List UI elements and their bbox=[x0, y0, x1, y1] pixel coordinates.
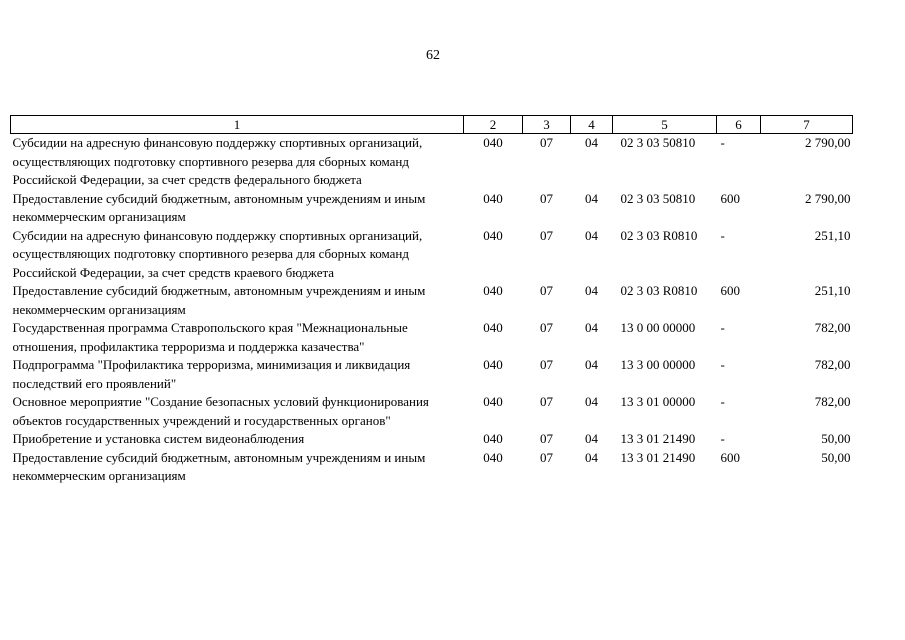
item-name: Субсидии на адресную финансовую поддержку спортивных организаций, осуществляющих подготовку спортивного резерва для сборных команд Российской Федерации, за счет средств краевого бюджета bbox=[12, 227, 423, 280]
target-article-code: 13 3 01 21490 bbox=[620, 431, 696, 446]
column-header: 4 bbox=[571, 116, 613, 134]
expense-type-code: - bbox=[720, 431, 725, 446]
expense-type-code: 600 bbox=[720, 449, 740, 465]
item-name: Предоставление субсидий бюджетным, автономным учреждениям и иным некоммерческим организациям bbox=[12, 190, 426, 224]
column-header: 6 bbox=[717, 116, 761, 134]
ministry-code: 040 bbox=[483, 227, 503, 243]
item-name: Предоставление субсидий бюджетным, автономным учреждениям и иным некоммерческим организациям bbox=[12, 283, 426, 317]
table-row bbox=[11, 449, 853, 486]
expense-type-code: - bbox=[720, 320, 725, 335]
amount: 2 790,00 bbox=[805, 135, 851, 150]
section-code: 07 bbox=[540, 357, 553, 372]
amount: 782,00 bbox=[814, 320, 851, 335]
ministry-code: 040 bbox=[483, 320, 503, 335]
page-number: 62 bbox=[426, 48, 440, 63]
target-article-code: 13 3 01 21490 bbox=[620, 449, 696, 465]
subsection-code: 04 bbox=[585, 431, 598, 446]
target-article-code: 02 3 03 R0810 bbox=[620, 283, 698, 298]
target-article-code: 13 3 01 00000 bbox=[620, 394, 696, 409]
section-code: 07 bbox=[540, 431, 553, 446]
subsection-code: 04 bbox=[585, 394, 598, 409]
subsection-code: 04 bbox=[585, 320, 598, 335]
column-header: 3 bbox=[523, 116, 571, 134]
section-code: 07 bbox=[540, 394, 553, 409]
expense-type-code: 600 bbox=[720, 283, 740, 298]
section-code: 07 bbox=[540, 227, 553, 243]
subsection-code: 04 bbox=[585, 449, 598, 465]
amount: 782,00 bbox=[814, 394, 851, 409]
table-row bbox=[11, 356, 853, 393]
item-name: Основное мероприятие "Создание безопасных условий функционирования объектов государственных учреждений и государственных органов" bbox=[12, 394, 429, 428]
expense-type-code: - bbox=[720, 357, 725, 372]
target-article-code: 02 3 03 50810 bbox=[620, 190, 696, 206]
ministry-code: 040 bbox=[483, 283, 503, 298]
section-code: 07 bbox=[540, 283, 553, 298]
subsection-code: 04 bbox=[585, 135, 598, 150]
ministry-code: 040 bbox=[483, 357, 503, 372]
expense-type-code: - bbox=[720, 135, 725, 150]
item-name: Подпрограмма "Профилактика терроризма, минимизация и ликвидация последствий его проявлений" bbox=[12, 357, 411, 391]
table-row bbox=[11, 393, 853, 430]
table-row bbox=[11, 319, 853, 356]
target-article-code: 13 0 00 00000 bbox=[620, 320, 696, 335]
ministry-code: 040 bbox=[483, 449, 503, 465]
section-code: 07 bbox=[540, 135, 553, 150]
target-article-code: 02 3 03 R0810 bbox=[620, 227, 698, 243]
column-header: 5 bbox=[613, 116, 717, 134]
table-row bbox=[11, 430, 853, 449]
budget-table bbox=[10, 115, 853, 486]
section-code: 07 bbox=[540, 190, 553, 206]
item-name: Приобретение и установка систем видеонаблюдения bbox=[12, 431, 305, 446]
amount: 50,00 bbox=[821, 431, 851, 446]
item-name: Субсидии на адресную финансовую поддержку спортивных организаций, осуществляющих подготовку спортивного резерва для сборных команд Российской Федерации, за счет средств федерального бюджета bbox=[12, 135, 423, 187]
ministry-code: 040 bbox=[483, 135, 503, 150]
column-header: 2 bbox=[464, 116, 523, 134]
column-header: 1 bbox=[11, 116, 464, 134]
target-article-code: 02 3 03 50810 bbox=[620, 135, 696, 150]
ministry-code: 040 bbox=[483, 190, 503, 206]
subsection-code: 04 bbox=[585, 283, 598, 298]
table-row bbox=[11, 282, 853, 319]
column-header: 7 bbox=[761, 116, 853, 134]
amount: 251,10 bbox=[814, 227, 851, 243]
item-name: Предоставление субсидий бюджетным, автономным учреждениям и иным некоммерческим организациям bbox=[12, 449, 426, 483]
table-row bbox=[11, 227, 853, 283]
amount: 50,00 bbox=[821, 449, 851, 465]
table-header bbox=[11, 116, 853, 134]
table-row bbox=[11, 190, 853, 227]
subsection-code: 04 bbox=[585, 190, 598, 206]
ministry-code: 040 bbox=[483, 431, 503, 446]
amount: 2 790,00 bbox=[805, 190, 851, 206]
section-code: 07 bbox=[540, 320, 553, 335]
expense-type-code: 600 bbox=[720, 190, 740, 206]
amount: 251,10 bbox=[814, 283, 851, 298]
expense-type-code: - bbox=[720, 394, 725, 409]
amount: 782,00 bbox=[814, 357, 851, 372]
target-article-code: 13 3 00 00000 bbox=[620, 357, 696, 372]
ministry-code: 040 bbox=[483, 394, 503, 409]
subsection-code: 04 bbox=[585, 227, 598, 243]
expense-type-code: - bbox=[720, 227, 725, 243]
table-row bbox=[11, 134, 853, 190]
subsection-code: 04 bbox=[585, 357, 598, 372]
section-code: 07 bbox=[540, 449, 553, 465]
item-name: Государственная программа Ставропольского края "Межнациональные отношения, профилактика терроризма и поддержка казачества" bbox=[12, 320, 408, 354]
